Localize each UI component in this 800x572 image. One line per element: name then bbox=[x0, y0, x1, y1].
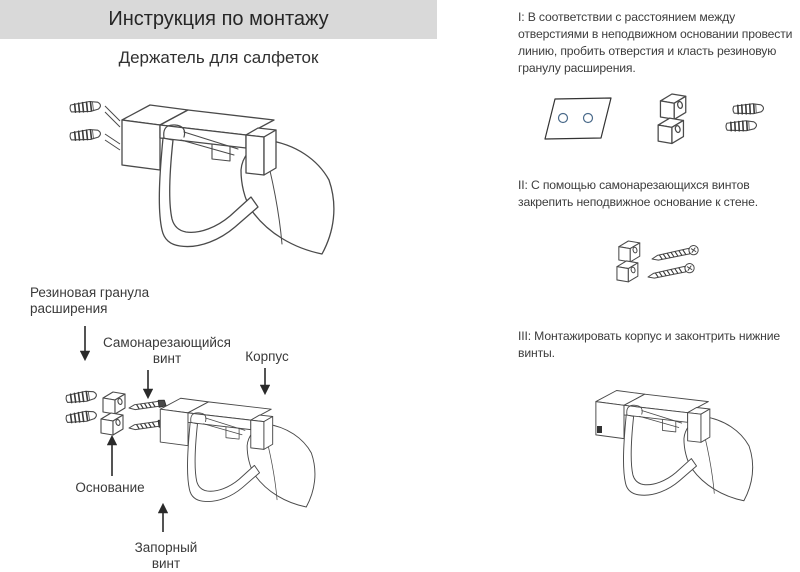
step-2-text: II: С помощью самонарезающихся винтов закрепить неподвижное основание к стене. bbox=[518, 178, 758, 209]
title-band bbox=[0, 0, 437, 39]
step-3-text: III: Монтажировать корпус и законтрить нижние винты. bbox=[518, 329, 780, 360]
step-2-diagram bbox=[600, 233, 775, 318]
label-self-tapping-screw: Самонарезающийся винт bbox=[103, 335, 231, 367]
exploded-view-diagram bbox=[25, 280, 330, 572]
main-assembly-diagram bbox=[60, 80, 360, 270]
label-expansion-plug: Резиновая гранула расширения bbox=[30, 285, 150, 317]
page-title: Инструкция по монтажу bbox=[108, 8, 329, 30]
label-base: Основание bbox=[75, 480, 145, 495]
label-body: Корпус bbox=[245, 349, 289, 364]
step-1-diagram bbox=[535, 88, 780, 168]
label-locking-screw: Запорный винт bbox=[134, 540, 198, 572]
step-1-text: I: В соответствии с расстоянием между отверстиями в неподвижном основании провести линию, пробить отверстия и класть резиновую гранулу расширения. bbox=[518, 10, 793, 75]
step-3-diagram bbox=[560, 362, 795, 522]
lower-screw-dot bbox=[597, 426, 602, 433]
product-title: Держатель для салфеток bbox=[118, 48, 319, 67]
